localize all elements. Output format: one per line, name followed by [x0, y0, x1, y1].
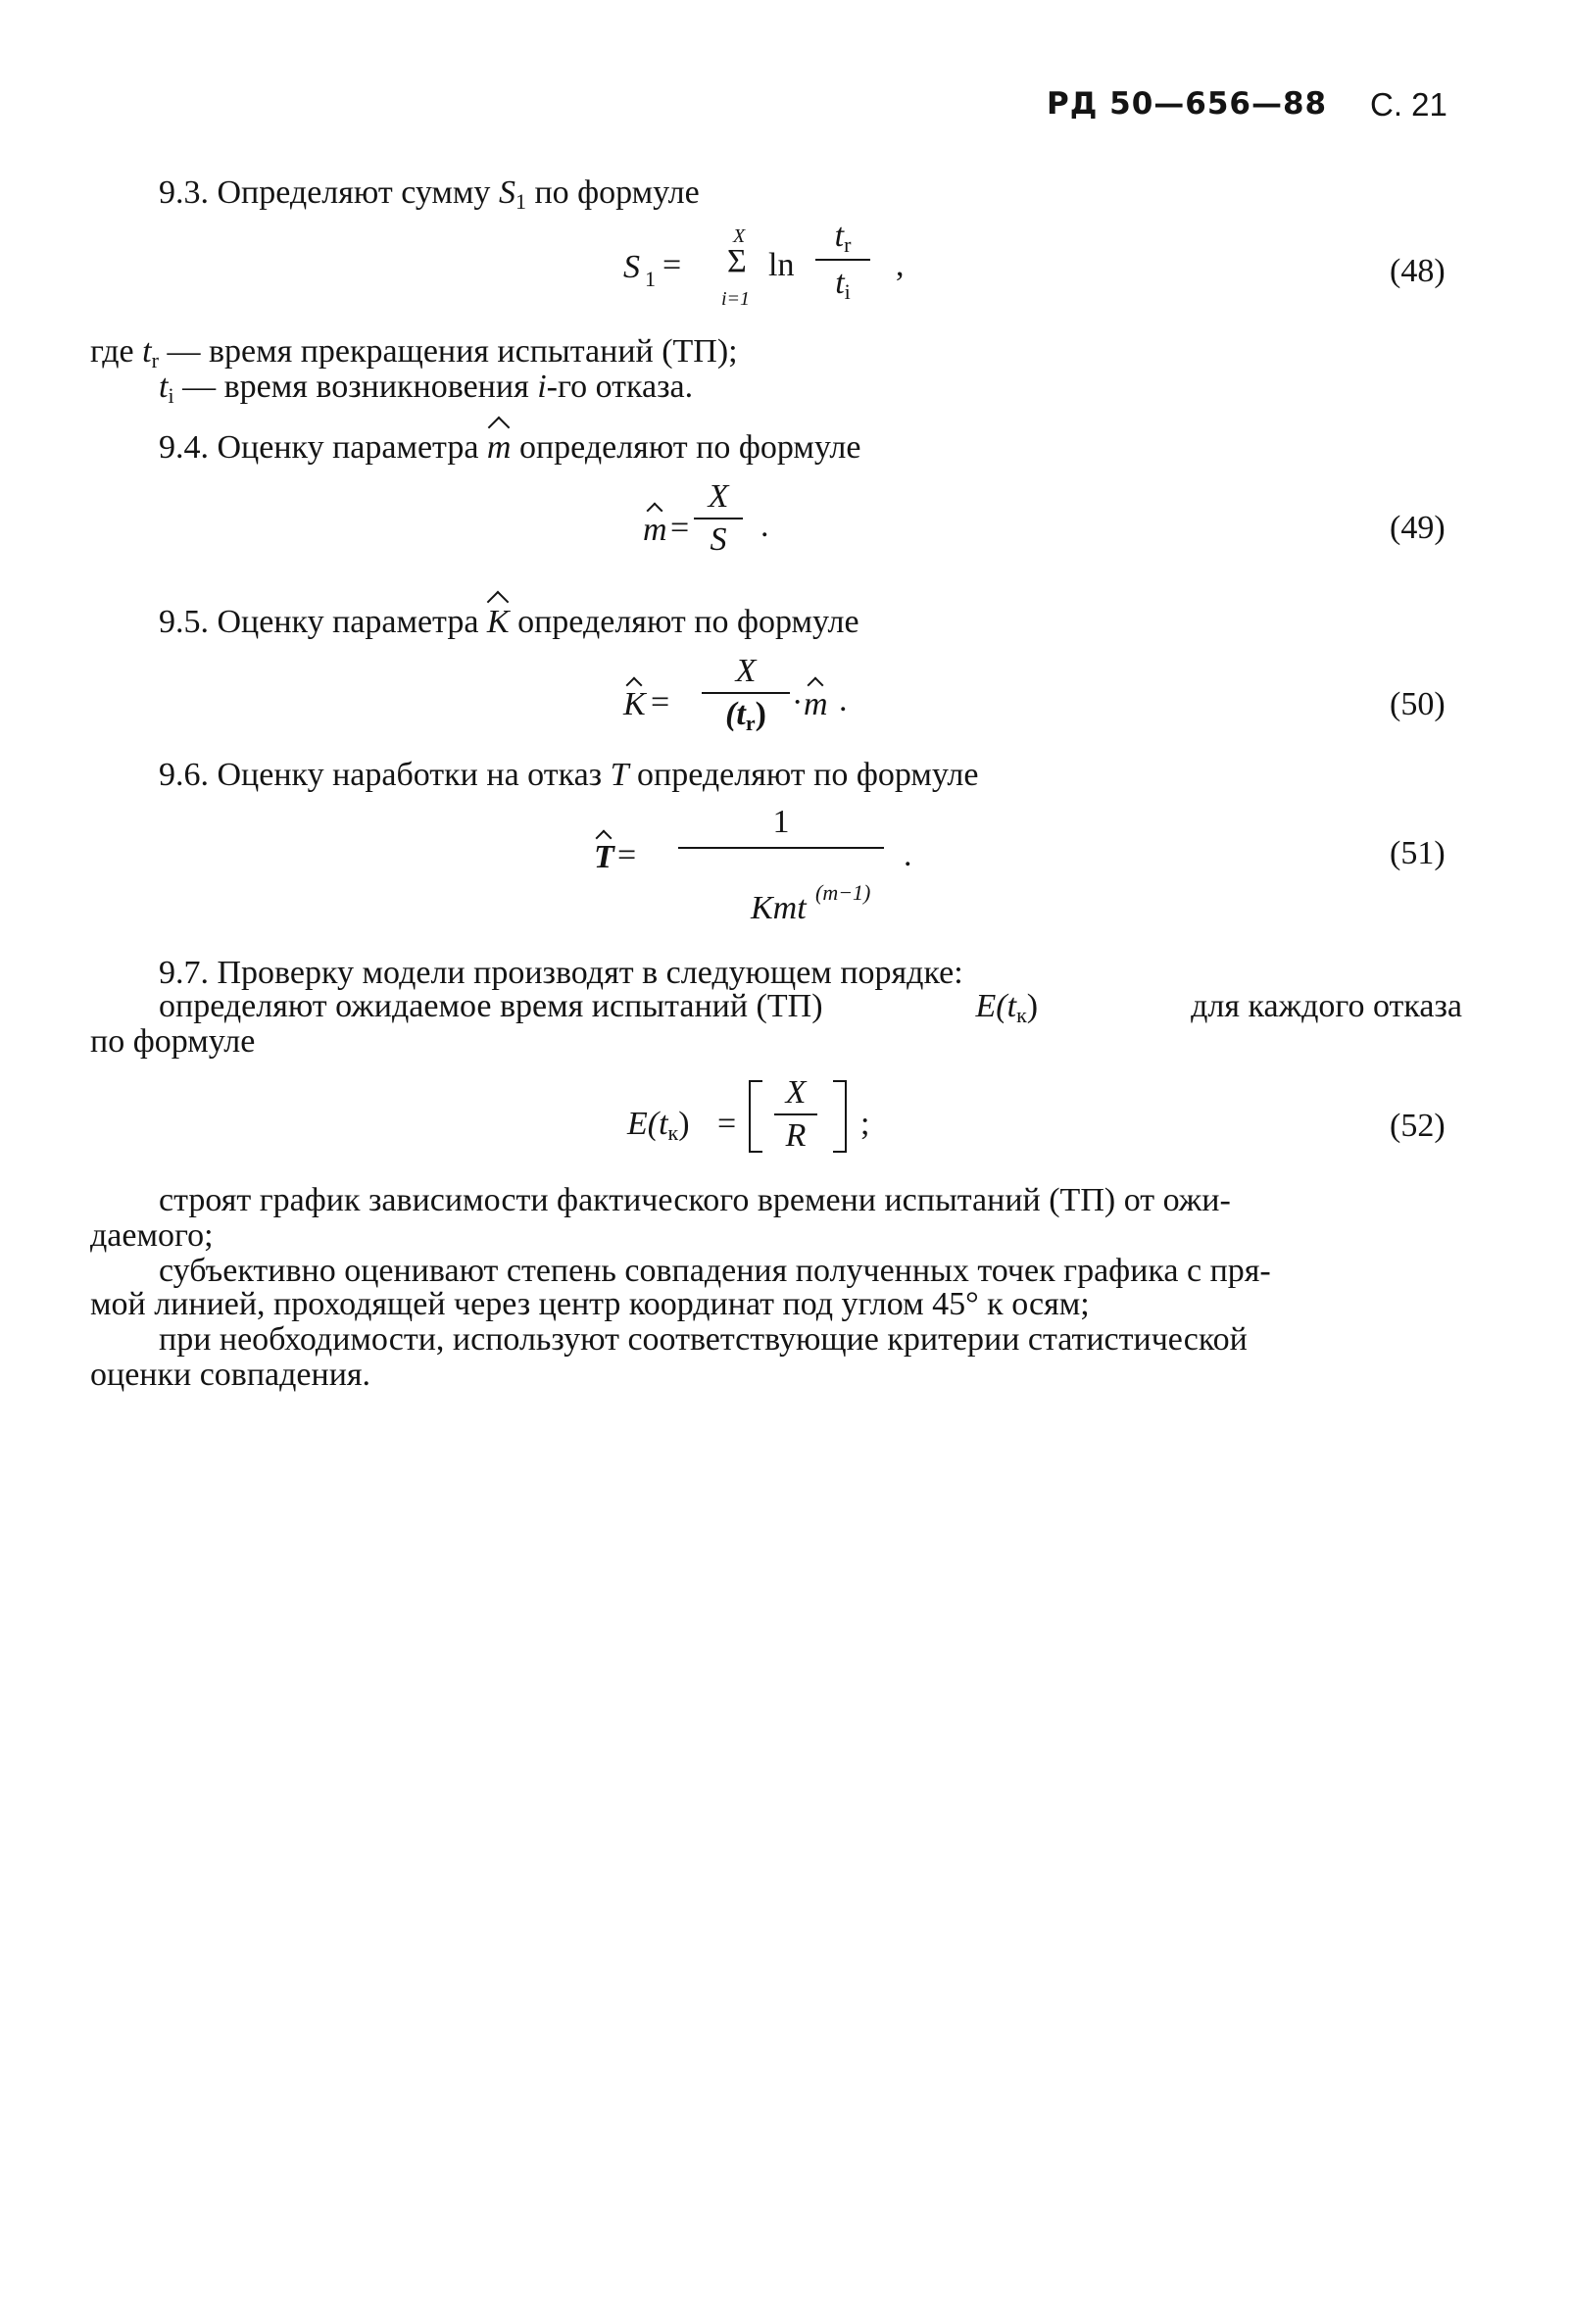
- paragraph-3-line-2: оценки совпадения.: [90, 1357, 371, 1393]
- section-9-7-line-3: по формуле: [90, 1023, 256, 1060]
- section-9-3: 9.3. Определяют сумму $S_1$ по формуле: [159, 174, 700, 214]
- equation-number-52: (52): [1390, 1108, 1446, 1144]
- section-9-7-line-2: определяют ожидаемое время испытаний (ТП) $E(t_к)$ для каждого отказа: [159, 988, 1462, 1027]
- document-code: РД 50—656—88: [1047, 86, 1328, 122]
- where-line-2: $t_i$ — время возникновения i-го отказа.: [159, 369, 694, 408]
- paragraph-1-line-1: строят график зависимости фактического времени испытаний (ТП) от ожи-: [159, 1182, 1231, 1218]
- section-9-7-line-1: 9.7. Проверку модели производят в следующем порядке:: [159, 955, 963, 991]
- equation-number-50: (50): [1390, 686, 1446, 722]
- section-9-4: 9.4. Оценку параметра m определяют по формуле: [159, 429, 861, 466]
- section-9-5: 9.5. Оценку параметра K определяют по формуле: [159, 604, 859, 640]
- paragraph-3-line-1: при необходимости, используют соответствующие критерии статистической: [159, 1321, 1248, 1358]
- where-line-1: где $t_r$ — время прекращения испытаний (ТП);: [90, 333, 738, 372]
- paragraph-2-line-1: субъективно оценивают степень совпадения полученных точек графика с пря-: [159, 1253, 1271, 1289]
- section-9-6: 9.6. Оценку наработки на отказ T определяют по формуле: [159, 757, 979, 793]
- page-number: С. 21: [1370, 86, 1447, 123]
- paragraph-1-line-2: даемого;: [90, 1217, 214, 1254]
- equation-number-48: (48): [1390, 253, 1446, 289]
- equation-number-51: (51): [1390, 835, 1446, 871]
- equation-number-49: (49): [1390, 510, 1446, 546]
- paragraph-2-line-2: мой линией, проходящей через центр координат под углом 45° к осям;: [90, 1286, 1090, 1322]
